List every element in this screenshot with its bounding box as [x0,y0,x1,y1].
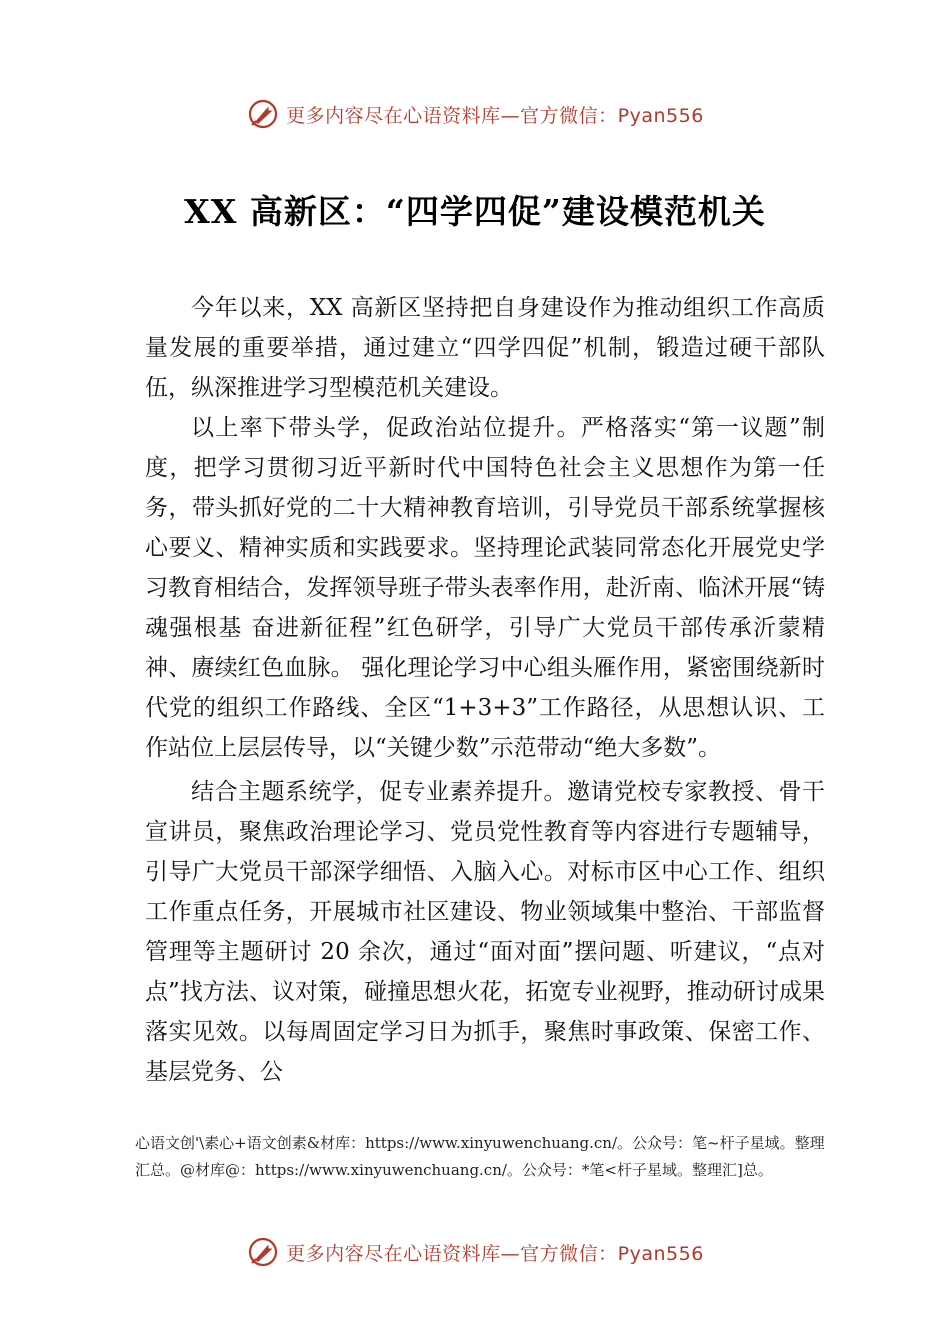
paragraph-section-2: 结合主题系统学，促专业素养提升。邀请党校专家教授、骨干宣讲员，聚焦政治理论学习、党员党性教育等内容进行专题辅导，引导广大党员干部深学细悟、入脑入心。对标市区中心工作、组织工作重点任务，开展城市社区建设、物业领域集中整治、干部监督管理等主题研讨 20 余次，通过“面对面”摆问题、听建议，“点对点”找方法、议对策，碰撞思想火花，拓宽专业视野，推动研讨成果落实见效。以每周固定学习日为抓手，聚焦时事政策、保密工作、基层党务、公 [145,779,825,1085]
document-title: XX 高新区：“四学四促”建设模范机关 [184,192,766,231]
watermark-text: 更多内容尽在心语资料库—官方微信：Pyan556 [286,1242,704,1265]
pen-nib-logo-icon [246,97,280,131]
watermark-text: 更多内容尽在心语资料库—官方微信：Pyan556 [286,104,704,127]
paragraph-section-1: 以上率下带头学，促政治站位提升。严格落实“第一议题”制度，把学习贯彻习近平新时代中国特色社会主义思想作为第一任务，带头抓好党的二十大精神教育培训，引导党员干部系统掌握核心要义、精神实质和实践要求。坚持理论武装同常态化开展党史学习教育相结合，发挥领导班子带头表率作用，赴沂南、临沭开展“铸魂强根基 奋进新征程”红色研学，引导广大党员干部传承沂蒙精神、赓续红色血脉。 强化理论学习中心组头雁作用，紧密围绕新时代党的组织工作路线、全区“1+3+3”工作路径，从思想认识、工作站位上层层传导，以“关键少数”示范带动“绝大多数”。 [145,415,825,761]
footer-watermark-banner [0,1232,950,1272]
paragraph-intro: 今年以来，XX 高新区坚持把自身建设作为推动组织工作高质量发展的重要举措，通过建立“四学四促”机制，锻造过硬干部队伍，纵深推进学习型模范机关建设。 [145,295,825,401]
header-watermark-banner [0,94,950,134]
document-body [145,288,825,1092]
pen-nib-logo-icon [246,1235,280,1269]
page-footnote: 心语文创'\素心+语文创素&材库：https://www.xinyuwenchuang.cn/。公众号：笔~杆子星域。整理汇总。@材库@：https://www.xinyuwenchuang.cn/。公众号：*笔<杆子星域。整理汇]总。 [135,1134,825,1179]
